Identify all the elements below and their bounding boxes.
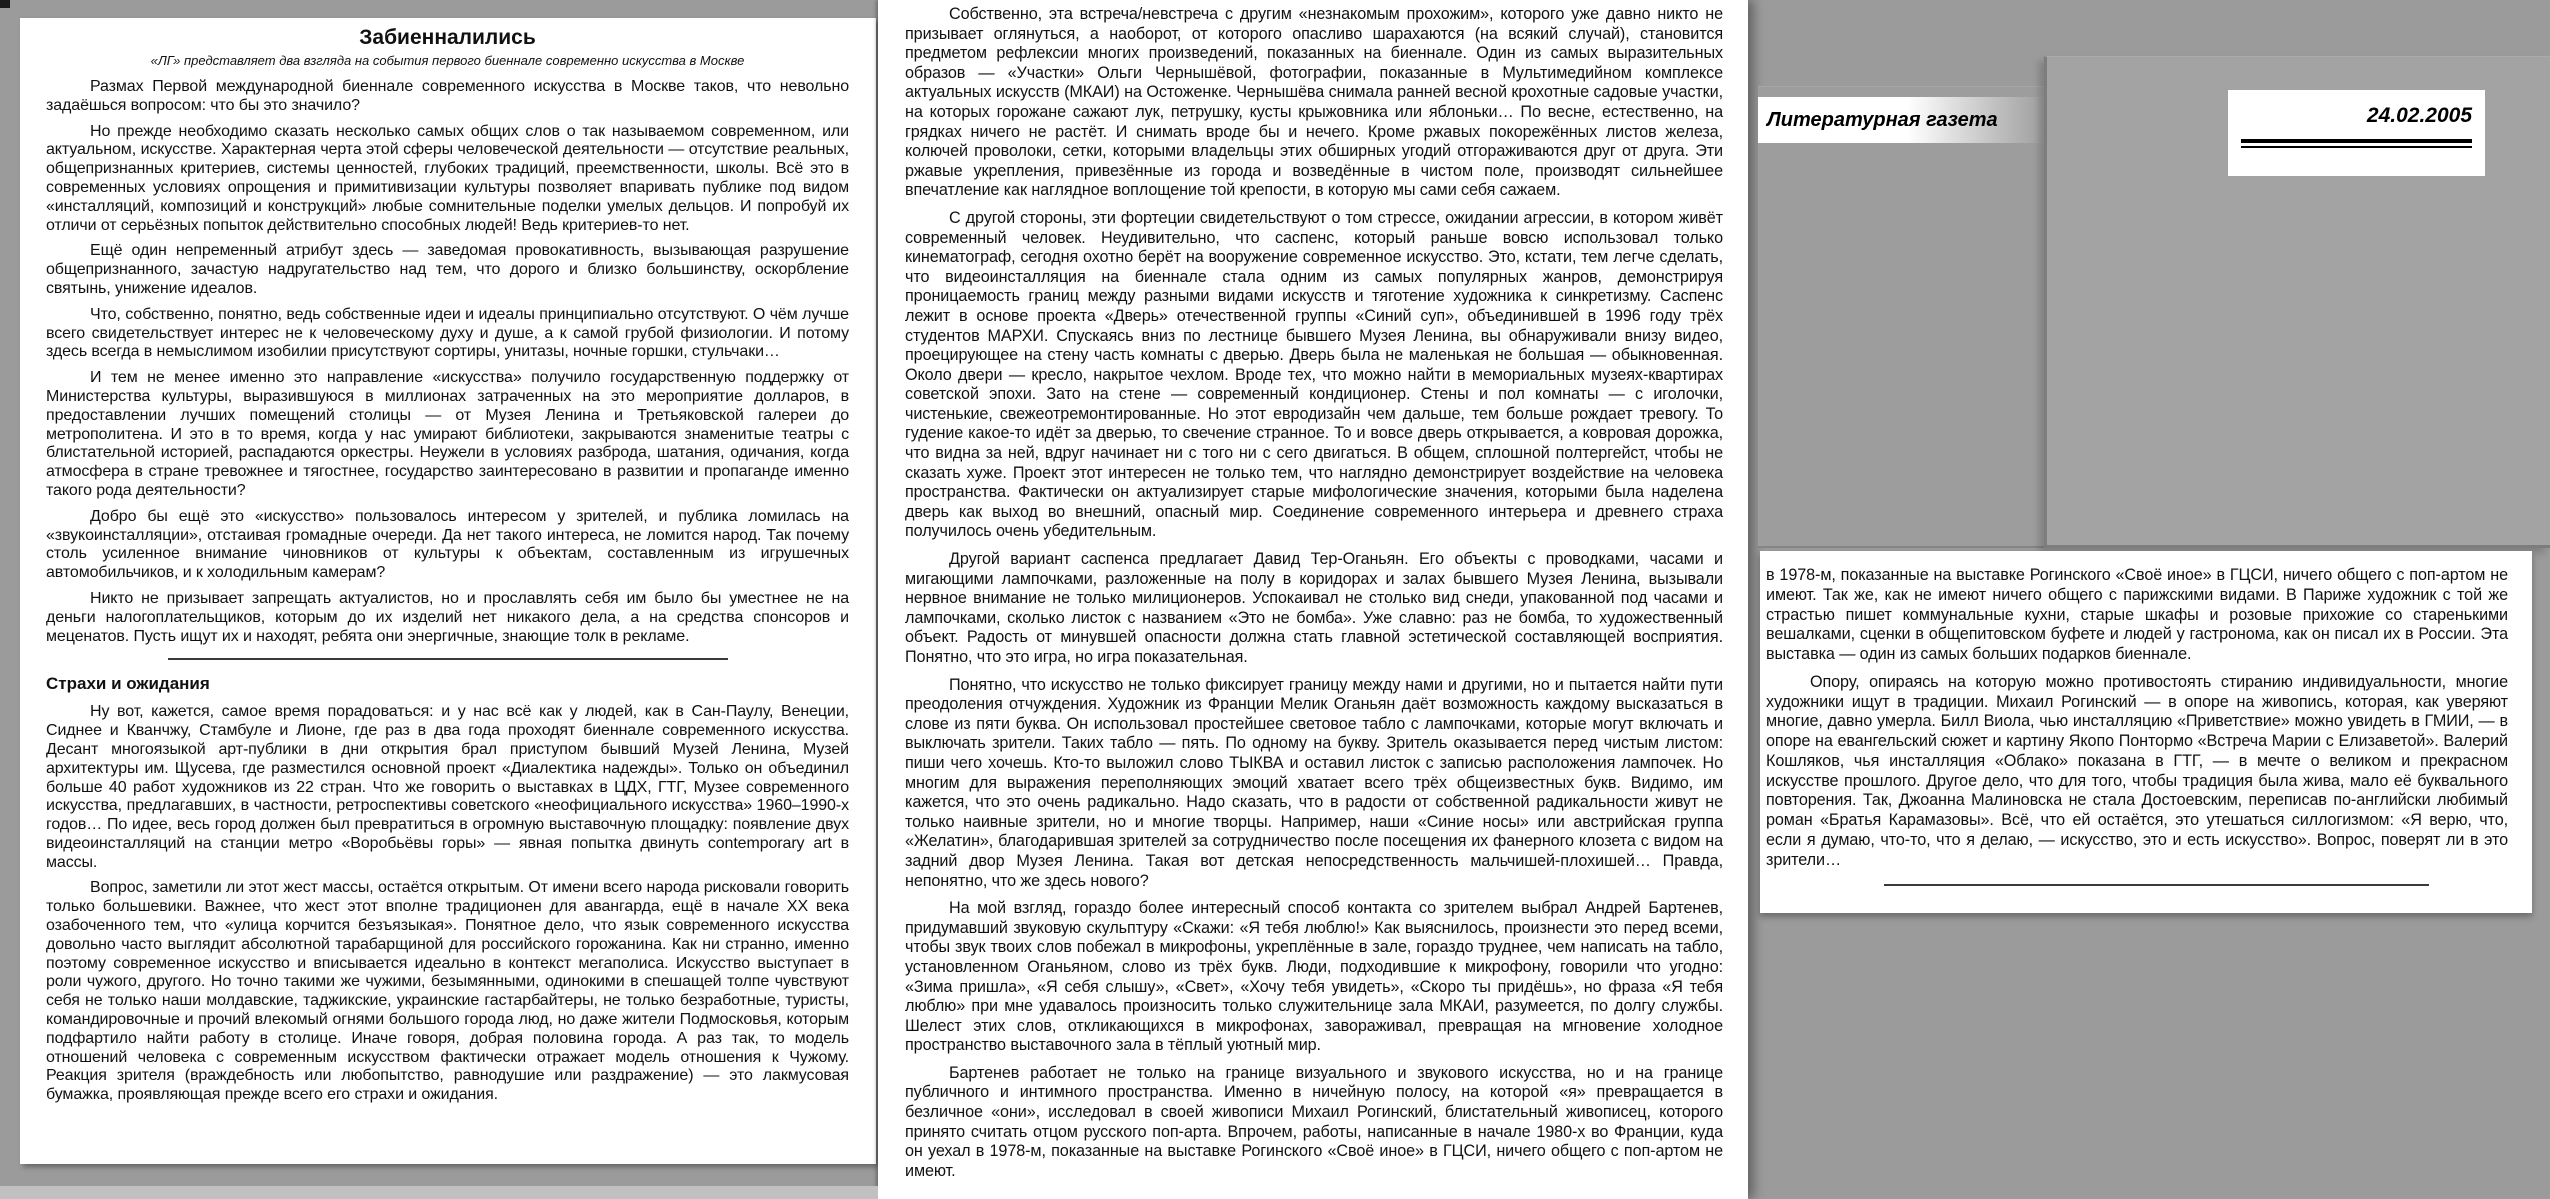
- paragraph: Ещё один непременный атрибут здесь — заведомая провокативность, вызывающая разрушение общепризнанного, зачастую надругательство над тем, что дорого и близко большинству, оскорбление святынь, унижение идеалов.: [46, 242, 849, 297]
- date-underline: [2241, 139, 2472, 148]
- paragraph: Понятно, что искусство не только фиксирует границу между нами и другими, но и пытается найти пути преодоления отчуждения. Художник из Франции Мелик Оганьян даёт возможность каждому высказаться в слове из пяти буква. Он использовал простейшее световое табло с лампочками, которые могут включать и выключать зрители. Таких табло — пять. По одному на букву. Зритель оказывается перед чистым листом: пиши чего хочешь. Кто-то выложил слово ТЫКВА и оставил листок с записью расположения лампочек. Но многим для выражения переполняющих эмоций хватает всего трёх общеизвестных букв. Видимо, им кажется, что это очень радикально. Надо сказать, что в радости от собственной радикальности живут не только наивные зрители, но и многие творцы. Например, наши «Синие носы» или австрийская группа «Желатин», благодарившая зрителей за сотрудничество после посещения их фанерного клозета с видом на задний двор Музея Ленина. Такая вот детская непосредственность мальчишей-плохишей… Правда, непонятно, что же здесь нового?: [905, 675, 1723, 890]
- screen-corner-mark: [0, 0, 10, 8]
- masthead-band: [1758, 97, 2046, 143]
- newspaper-name: Литературная газета: [1767, 108, 1998, 131]
- paragraph: На мой взгляд, гораздо более интересный способ контакта со зрителем выбрал Андрей Бартенев, придумавший звуковую скульптуру «Скажи: «Я тебя люблю!» Как выяснилось, произнести это перед всеми, чтобы звук твоих слов побежал в микрофоны, укреплённые в зале, гораздо труднее, чем написать на табло, установленном Оганьяном, слово из трёх букв. Люди, подходившие к микрофону, говорили что угодно: «Зима пришла», «Я себя слышу», «Свет», «Хочу тебя увидеть», «Скоро ты придёшь», но фраза «Я тебя люблю» при мне удавалось произносить только служительнице зала МКАИ, разумеется, по долгу службы. Шелест этих слов, откликающихся в микрофонах, завораживал, превращая на мгновение холодное пространство выставочного зала в тёплый уютный мир.: [905, 899, 1723, 1055]
- article-page-middle: [878, 0, 1748, 1199]
- article-page-left: [20, 18, 876, 1164]
- paragraph: Собственно, эта встреча/невстреча с другим «незнакомым прохожим», которого уже давно никто не призывает оглянуться, а наоборот, от которого опасливо шарахаются (на всякий случай), становится предметом рефлексии многих произведений, показанных на биеннале. Один из самых выразительных образов — «Участки» Ольги Чернышёвой, фотографии, показанные в Мультимедийном комплексе актуальных искусств (МКАИ) на Остоженке. Чернышёва снимала ранней весной крохотные садовые участки, на которых горожане сажают лук, петрушку, кусты крыжовника или яблоньки… По весне, естественно, на грядках ничего не растёт. И снимать вроде бы и нечего. Кроме ржавых покорежённых листов железа, колючей проволоки, сетки, которыми владельцы этих обширных угодий отгораживаются друг от друга. Эти ржавые укрепления, привезённые из города и возведённые в чистом поле, производят сильнейшее впечатление как наглядное воплощение той крепости, в которую мы сами себя сажаем.: [905, 5, 1723, 200]
- article-body-middle: [905, 5, 1723, 1181]
- article-body-left-section: [46, 703, 849, 1105]
- paragraph: Вопрос, заметили ли этот жест массы, остаётся открытым. От имени всего народа рисковали говорить только большевики. Важнее, что жест этот вполне традиционен для авангарда, ещё в начале XX века озабоченного тем, что «улица корчится безъязыкая». Понятное дело, что язык современного искусства довольно часто выглядит абсолютной тарабарщиной для российского горожанина. Как ни странно, именно поэтому современное искусство и вписывается идеально в контекст мегаполиса. Искусство выступает в роли чужого, другого. Но точно такими же чужими, безымянными, одинокими в спешащей толпе чувствуют себя не только наши молдавские, таджикские, украинские гастарбайтеры, не только безработные, туристы, командировочные и прочий влекомый огнями большого города люд, но даже жители Подмосковья, которым подфартило найти работу в столице. Иначе говоря, добрая половина города. А раз так, то модель отношений человека с современным искусством фактически отражает модель отношения к Чужому. Реакция зрителя (враждебность или любопытство, равнодушие или раздражение) — это лакмусовая бумажка, проявляющая прежде всего его страхи и ожидания.: [46, 879, 849, 1104]
- paragraph: Добро бы ещё это «искусство» пользовалось интересом у зрителей, и публика ломилась на «звукоинсталляции», отстаивая громадные очереди. Да нет такого интереса, не ломится народ. Так почему столь усиленное внимание чиновников от культуры к объектам, составленным из игрушечных автомобильчиков, и к холодильным камерам?: [46, 507, 849, 582]
- section-divider: [168, 658, 728, 660]
- paragraph: Никто не призывает запрещать актуалистов, но и прославлять себя им было бы уместнее не на деньги налогоплательщиков, которым до их изделий нет никакого дела, а на средства спонсоров и меценатов. Пусть ищут их и находят, ребята они энергичные, знающие толк в рекламе.: [46, 589, 849, 645]
- paragraph: в 1978-м, показанные на выставке Рогинского «Своё иное» в ГЦСИ, ничего общего с поп-артом не имеют. Так же, как не имеют ничего общего с парижскими видами. В Париже художник с той же страстью пишет коммунальные кухни, старые шкафы и розовые прихожие со старенькими вешалками, сценки в общепитовском буфете и людей у гастронома, как он писал их в России. Эта выставка — один из самых больших подарков биеннале.: [1766, 566, 2508, 664]
- paragraph: Но прежде необходимо сказать несколько самых общих слов о так называемом современном, или актуальном, искусстве. Характерная черта этой сферы человеческой деятельности — отсутствие реальных, общепризнанных критериев, системы ценностей, глубоких традиций, преемственности, школы. Всё это в современных условиях опрощения и примитивизации культуры позволяет впаривать публике под видом «инсталляций, композиций и конструкций» любые сомнительные поделки умелых дельцов. И попробуй их отличи от серьёзных попыток действительно способных людей! Ведь критериев-то нет.: [46, 122, 849, 234]
- desk-edge-strip: [0, 1186, 878, 1199]
- article-body-right: [1766, 566, 2508, 870]
- paragraph: Ну вот, кажется, самое время порадоваться: и у нас всё как у людей, как в Сан-Паулу, Венеции, Сиднее и Кванчжу, Стамбуле и Лионе, где раз в два года проходят биеннале современного искусства. Десант многоязыкой арт-публики в дни открытия брал приступом бывший Музей Ленина, Музей архитектуры им. Щусева, где разместился основной проект «Диалектика надежды». Только он объединил больше 40 работ художников из 22 стран. Что же говорить о выставках в ЦДХ, ГТГ, Музее современного искусства, предлагавших, в частности, ретроспективы советского «неофициального искусства» 1960–1990-х годов… По идее, весь город должен был превратиться в огромную выставочную площадку: появление двух видеоинсталляций на станции метро «Воробьёвы горы» — явная попытка двинуть contemporary art в массы.: [46, 703, 849, 871]
- paragraph: С другой стороны, эти фортеции свидетельствуют о том стрессе, ожидании агрессии, в котором живёт современный человек. Неудивительно, что саспенс, который раньше вовсю использовал только кинематограф, сегодня охотно берёт на вооружение современное искусство. Это, кстати, тем легче сделать, что видеоинсталляция на биеннале стала одним из самых популярных жанров, демонстрируя проницаемость границ между разными видами искусств и тяготение художника к синкретизму. Саспенс лежит в основе проекта «Дверь» отечественной группы «Синий суп», объединившей в 1996 году трёх студентов МАРХИ. Спускаясь вниз по лестнице бывшего Музея Ленина, вы обнаруживали внизу видео, проецирующее на стену часть комнаты с дверью. Дверь была не маленькая не большая — обыкновенная. Около двери — кресло, накрытое чехлом. Вроде тех, что можно найти в мемориальных музеях-квартирах советской эпохи. Зато на стене — современный кондиционер. Стены и пол комнаты — с иголочки, чистенькие, свежеотремонтированные. Но этот евродизайн чем дальше, тем больше рождает тревогу. То гудение какое-то идёт за дверью, то свечение странное. То и вовсе дверь открывается, а ковровая дорожка, что видна за ней, вдруг начинает ни с того ни с сего двигаться. В общем, сплошной полтергейст, чтобы не сказать хуже. Проект этот интересен не только тем, что наглядно демонстрирует воздействие на человека пространства. Фактически он актуализирует старые мифологические значения, которыми была наделена дверь как выход во внешний, опасный мир. Соединение современного интерьера и древнего страха получилось очень убедительным.: [905, 208, 1723, 541]
- date-box: [2228, 90, 2485, 176]
- article-body-left: [46, 78, 849, 646]
- paragraph: Что, собственно, понятно, ведь собственные идеи и идеалы принципиально отсутствуют. О чём лучше всего свидетельствует интерес не к человеческому духу и душе, а к самой грубой физиологии. И потому здесь всегда в немыслимом изобилии присутствуют сортиры, унитазы, ночные горшки, стульчаки…: [46, 305, 849, 361]
- paragraph: Опору, опираясь на которую можно противостоять стиранию индивидуальности, многие художники ищут в традиции. Михаил Рогинский — в опоре на живопись, которая, как уверяют многие, давно умерла. Билл Виола, чью инсталляцию «Приветствие» можно увидеть в ГМИИ, — в опоре на евангельский сюжет и картину Якопо Понтормо «Встреча Марии с Елизаветой». Валерий Кошляков, чья инсталляция «Облако» показана в ГТГ, — в мечте о великом и прекрасном искусстве прошлого. Другое дело, что для того, чтобы традиция была жива, мало её буквального повторения. Так, Джоанна Малиновска не стала Достоевским, переписав по-английски любимый роман «Братья Карамазовы». Всё, что ей остаётся, это утешаться силлогизмом: «Я верю, что, если я думаю, что-то, что я делаю, — искусство, это и есть искусство». Вопрос, поверят ли в это зрители…: [1766, 672, 2508, 869]
- section-header: Страхи и ожидания: [46, 674, 210, 694]
- end-divider: [1884, 884, 2429, 886]
- paragraph: Размах Первой международной биеннале современного искусства в Москве таков, что невольно задаёшься вопросом: что бы это значило?: [46, 78, 849, 114]
- article-subtitle: «ЛГ» представляет два взгляда на события первого биеннале современно искусства в Москве: [150, 53, 745, 68]
- article-page-right: [1760, 551, 2532, 913]
- issue-date: 24.02.2005: [2366, 104, 2472, 127]
- paragraph: Бартенев работает не только на границе визуального и звукового искусства, но и на границе публичного и интимного пространства. Именно в ничейную полосу, на которой «я» превращается в безличное «они», исследовал в своей живописи Михаил Рогинский, блистательный живописец, которого принято считать отцом русского поп-арта. Впрочем, работы, написанные в начале 1980-х во Франции, куда он уехал в 1978-м, показанные на выставке Рогинского «Своё иное» в ГЦСИ, ничего общего с поп-артом не имеют.: [905, 1063, 1723, 1180]
- article-title: Забиенналились: [359, 26, 536, 49]
- paragraph: Другой вариант саспенса предлагает Давид Тер-Оганьян. Его объекты с проводками, часами и мигающими лампочками, разложенные на полу в коридорах и залах бывшего Музея Ленина, вызывали нервное внимание не только милиционеров. Успокаивал не столько вид снеди, упакованной под часами и лампочками, сколько листок с названием «Это не бомба». Уже славно: раз не бомба, то художественный объект. Радость от минувшей опасности должна стать главной эстетической составляющей восприятия. Понятно, что это игра, но игра показательная.: [905, 550, 1723, 666]
- paragraph: И тем не менее именно это направление «искусства» получило государственную поддержку от Министерства культуры, выразившуюся в миллионах затраченных на это мероприятие долларов, в предоставлении лучших помещений столицы — от Музея Ленина и Третьяковской галереи до метрополитена. И это в то время, когда у нас умирают библиотеки, закрываются знаменитые театры с блистательной историей, распадаются оркестры. Неужели в условиях разброда, шатания, одичания, когда атмосфера в стране тревожнее и тягостнее, государство заинтересовано в развитии и пропаганде именно такого рода деятельности?: [46, 369, 849, 499]
